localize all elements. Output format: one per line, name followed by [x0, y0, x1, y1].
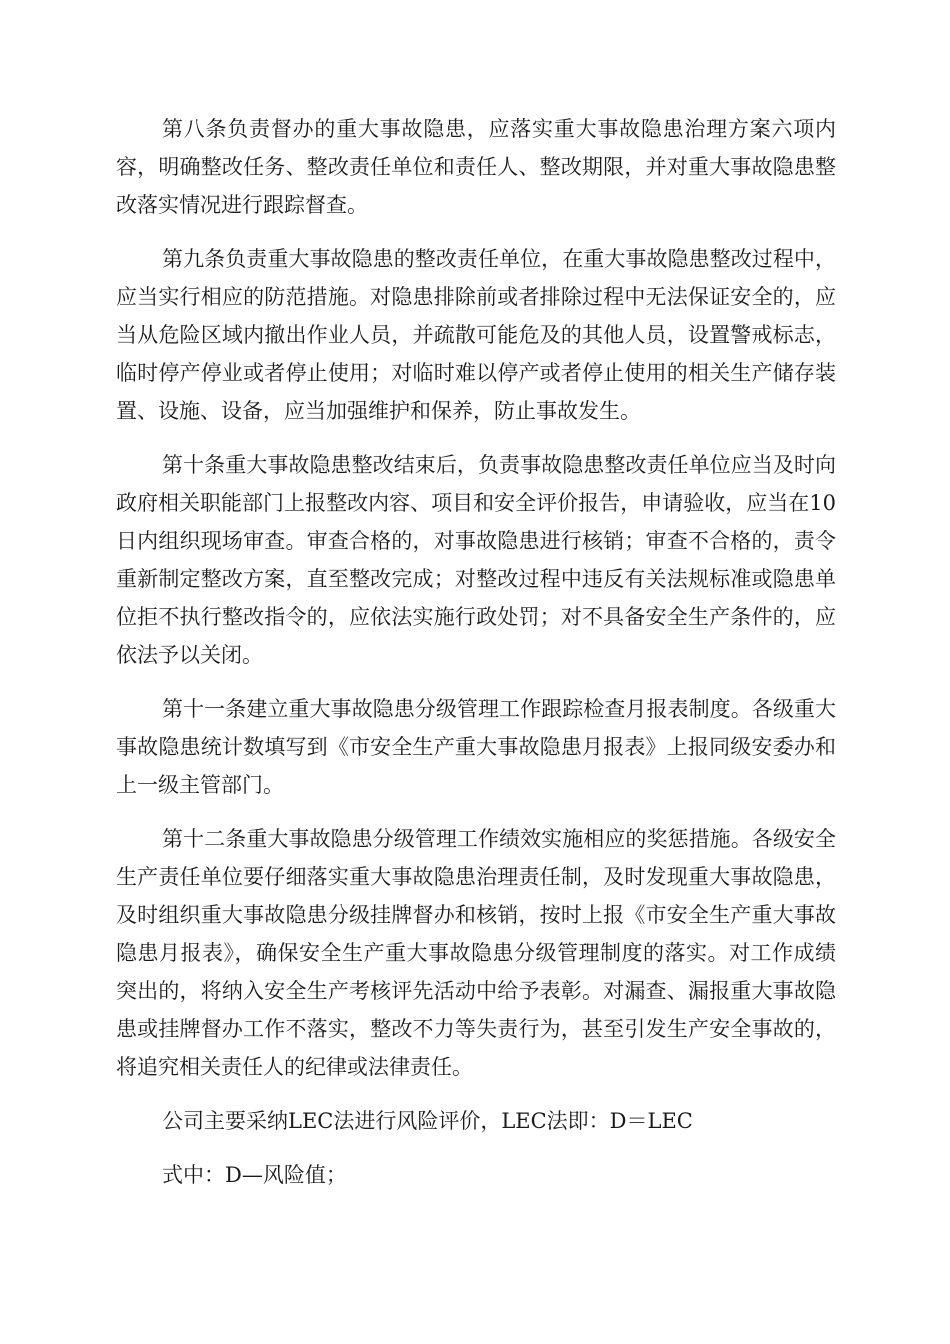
article-10-paragraph: 第十条重大事故隐患整改结束后，负责事故隐患整改责任单位应当及时向政府相关职能部门上报整改内容、项目和安全评价报告，申请验收，应当在10日内组织现场审查。审查合格的，对事故隐患进行核销；审查不合格的，责令重新制定整改方案，直至整改完成；对整改过程中违反有关法规标准或隐患单位拒不执行整改指令的，应依法实施行政处罚；对不具备安全生产条件的，应依法予以关闭。	[116, 453, 836, 667]
article-11-paragraph: 第十一条建立重大事故隐患分级管理工作跟踪检查月报表制度。各级重大事故隐患统计数填写到《市安全生产重大事故隐患月报表》上报同级安委办和上一级主管部门。	[116, 697, 836, 797]
article-8-paragraph: 第八条负责督办的重大事故隐患，应落实重大事故隐患治理方案六项内容，明确整改任务、整改责任单位和责任人、整改期限，并对重大事故隐患整改落实情况进行跟踪督查。	[116, 117, 836, 217]
document-body	[116, 110, 836, 1210]
formula-definition-paragraph: 式中：D—风险值；	[162, 1163, 347, 1187]
article-9-paragraph: 第九条负责重大事故隐患的整改责任单位，在重大事故隐患整改过程中，应当实行相应的防范措施。对隐患排除前或者排除过程中无法保证安全的，应当从危险区域内撤出作业人员，并疏散可能危及的其他人员，设置警戒标志，临时停产停业或者停止使用；对临时难以停产或者停止使用的相关生产储存装置、设施、设备，应当加强维护和保养，防止事故发生。	[116, 247, 836, 423]
lec-method-paragraph: 公司主要采纳LEC法进行风险评价，LEC法即：D＝LEC	[162, 1109, 693, 1133]
article-12-paragraph: 第十二条重大事故隐患分级管理工作绩效实施相应的奖惩措施。各级安全生产责任单位要仔细落实重大事故隐患治理责任制，及时发现重大事故隐患，及时组织重大事故隐患分级挂牌督办和核销，按时上报《市安全生产重大事故隐患月报表》，确保安全生产重大事故隐患分级管理制度的落实。对工作成绩突出的，将纳入安全生产考核评先活动中给予表彰。对漏查、漏报重大事故隐患或挂牌督办工作不落实，整改不力等失责行为，甚至引发生产安全事故的，将追究相关责任人的纪律或法律责任。	[116, 827, 836, 1079]
